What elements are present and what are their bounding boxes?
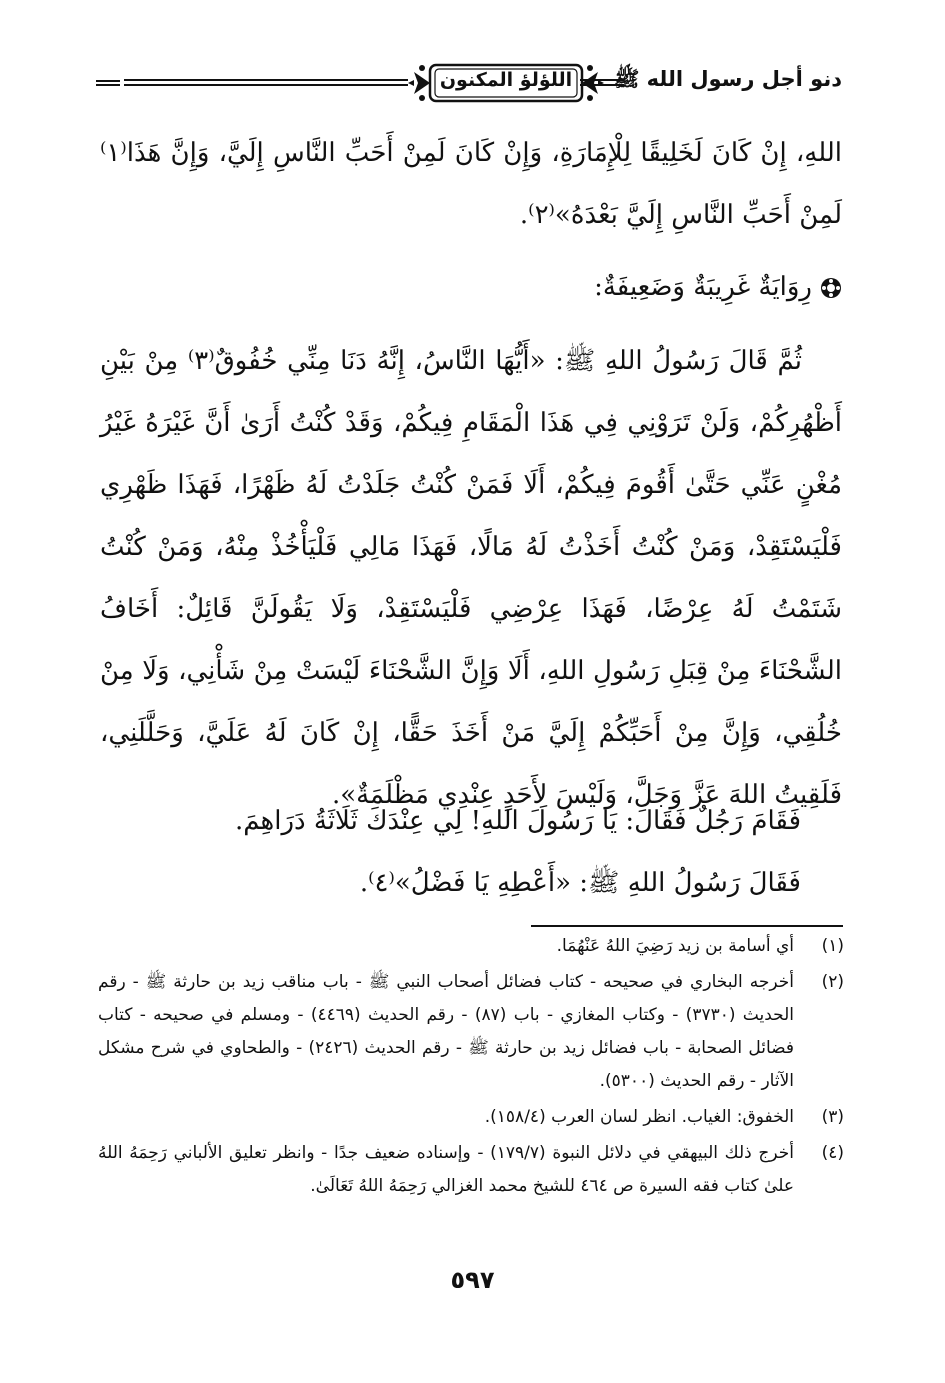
page-number: ٥٩٧ bbox=[450, 1266, 495, 1294]
dialogue-line-1: فَقَامَ رَجُلٌ فَقَالَ: يَا رَسُولَ اللهِ! لِي عِنْدَكَ ثَلَاثَةُ دَرَاهِمَ. bbox=[234, 806, 801, 836]
paragraph-continuation: اللهِ، إِنْ كَانَ لَخَلِيقًا لِلْإِمَارَةِ، وَإِنْ كَانَ لَمِنْ أَحَبِّ النَّاسِ إِلَيَّ، وَإِنَّ هَذَا⁽١⁾ لَمِنْ أَحَبِّ النَّاسِ إِلَيَّ بَعْدَهُ»⁽٢⁾. bbox=[100, 138, 842, 230]
footnote-text: أخرج ذلك البيهقي في دلائل النبوة (١٧٩/٧) - وإسناده ضعيف جدًا - وانظر تعليق الألباني رَحِمَهُ اللهُ علىٰ كتاب فقه السيرة ص ٤٦٤ للشيخ محمد الغزالي رَحِمَهُ اللهُ تَعَالَىٰ. bbox=[98, 1143, 794, 1196]
section-heading bbox=[594, 272, 842, 302]
flower-ornament-icon bbox=[820, 277, 842, 299]
dialogue-line-2: فَقَالَ رَسُولُ اللهِ ﷺ: «أَعْطِهِ يَا فَضْلُ»⁽٤⁾. bbox=[359, 868, 801, 898]
footnote-text: أي أسامة بن زيد رَضِيَ اللهُ عَنْهُمَا. bbox=[556, 936, 794, 956]
footnote-1 bbox=[98, 930, 844, 963]
footnote-3 bbox=[98, 1101, 844, 1134]
footnote-text: أخرجه البخاري في صحيحه - كتاب فضائل أصحاب النبي ﷺ - باب مناقب زيد بن حارثة ﷺ - رقم الحديث (٣٧٣٠) - وكتاب المغازي - باب (٨٧) - رقم الحديث (٤٤٦٩) - ومسلم في صحيحه - كتاب فضائل الصحابة - باب فضائل زيد بن حارثة ﷺ - رقم الحديث (٢٤٢٦) - والطحاوي في شرح مشكل الآثار - رقم الحديث (٥٣٠٠). bbox=[98, 972, 795, 1091]
header-rule-far-left bbox=[96, 80, 120, 86]
section-heading-text: رِوَايَةٌ غَرِيبَةٌ وَضَعِيفَةٌ: bbox=[594, 272, 812, 302]
footnote-number: (٤) bbox=[821, 1143, 844, 1163]
footnote-text: الخفوق: الغياب. انظر لسان العرب (١٥٨/٤). bbox=[484, 1107, 794, 1127]
footnote-number: (١) bbox=[821, 936, 844, 956]
footnote-2 bbox=[98, 966, 844, 1098]
footnote-4 bbox=[98, 1137, 844, 1203]
chapter-title: دنو أجل رسول الله ﷺ bbox=[613, 67, 842, 91]
book-title: اللؤلؤ المكنون bbox=[439, 69, 573, 91]
running-header bbox=[96, 60, 842, 108]
footnote-number: (٢) bbox=[821, 972, 844, 992]
footnote-number: (٣) bbox=[821, 1107, 844, 1127]
paragraph-dialogue bbox=[235, 790, 843, 914]
footnote-separator bbox=[531, 925, 843, 927]
header-rule-left bbox=[124, 79, 408, 86]
book-title-cartouche bbox=[408, 60, 604, 106]
footnotes bbox=[98, 930, 844, 1206]
paragraph-sermon: ثُمَّ قَالَ رَسُولُ اللهِ ﷺ: «أَيُّهَا النَّاسُ، إِنَّهُ دَنَا مِنِّي خُفُوقٌ⁽٣⁾ مِنْ بَيْنِ أَظْهُرِكُمْ، وَلَنْ تَرَوْنِي فِي هَذَا الْمَقَامِ فِيكُمْ، وَقَدْ كُنْتُ أَرَىٰ أَنَّ غَيْرَهُ غَيْرُ مُغْنٍ عَنِّي حَتَّىٰ أَقُومَ فِيكُمْ، أَلَا فَمَنْ كُنْتُ جَلَدْتُ لَهُ ظَهْرًا، فَهَذَا ظَهْرِي فَلْيَسْتَقِدْ، وَمَنْ كُنْتُ أَخَذْتُ لَهُ مَالًا، فَهَذَا مَالِي فَلْيَأْخُذْ مِنْهُ، وَمَنْ كُنْتُ شَتَمْتُ لَهُ عِرْضًا، فَهَذَا عِرْضِي فَلْيَسْتَقِدْ، وَلَا يَقُولَنَّ قَائِلٌ: أَخَافُ الشَّحْنَاءَ مِنْ قِبَلِ رَسُولِ اللهِ، أَلَا وَإِنَّ الشَّحْنَاءَ لَيْسَتْ مِنْ شَأْنِي، وَلَا مِنْ خُلُقِي، وَإِنَّ مِنْ أَحَبِّكُمْ إِلَيَّ مَنْ أَخَذَ حَقًّا، إِنْ كَانَ لَهُ عَلَيَّ، وَحَلَّلَنِي، فَلَقِيتُ اللهَ عَزَّ وَجَلَّ، وَلَيْسَ لِأَحَدٍ عِنْدِي مَظْلَمَةٌ». bbox=[100, 346, 842, 810]
